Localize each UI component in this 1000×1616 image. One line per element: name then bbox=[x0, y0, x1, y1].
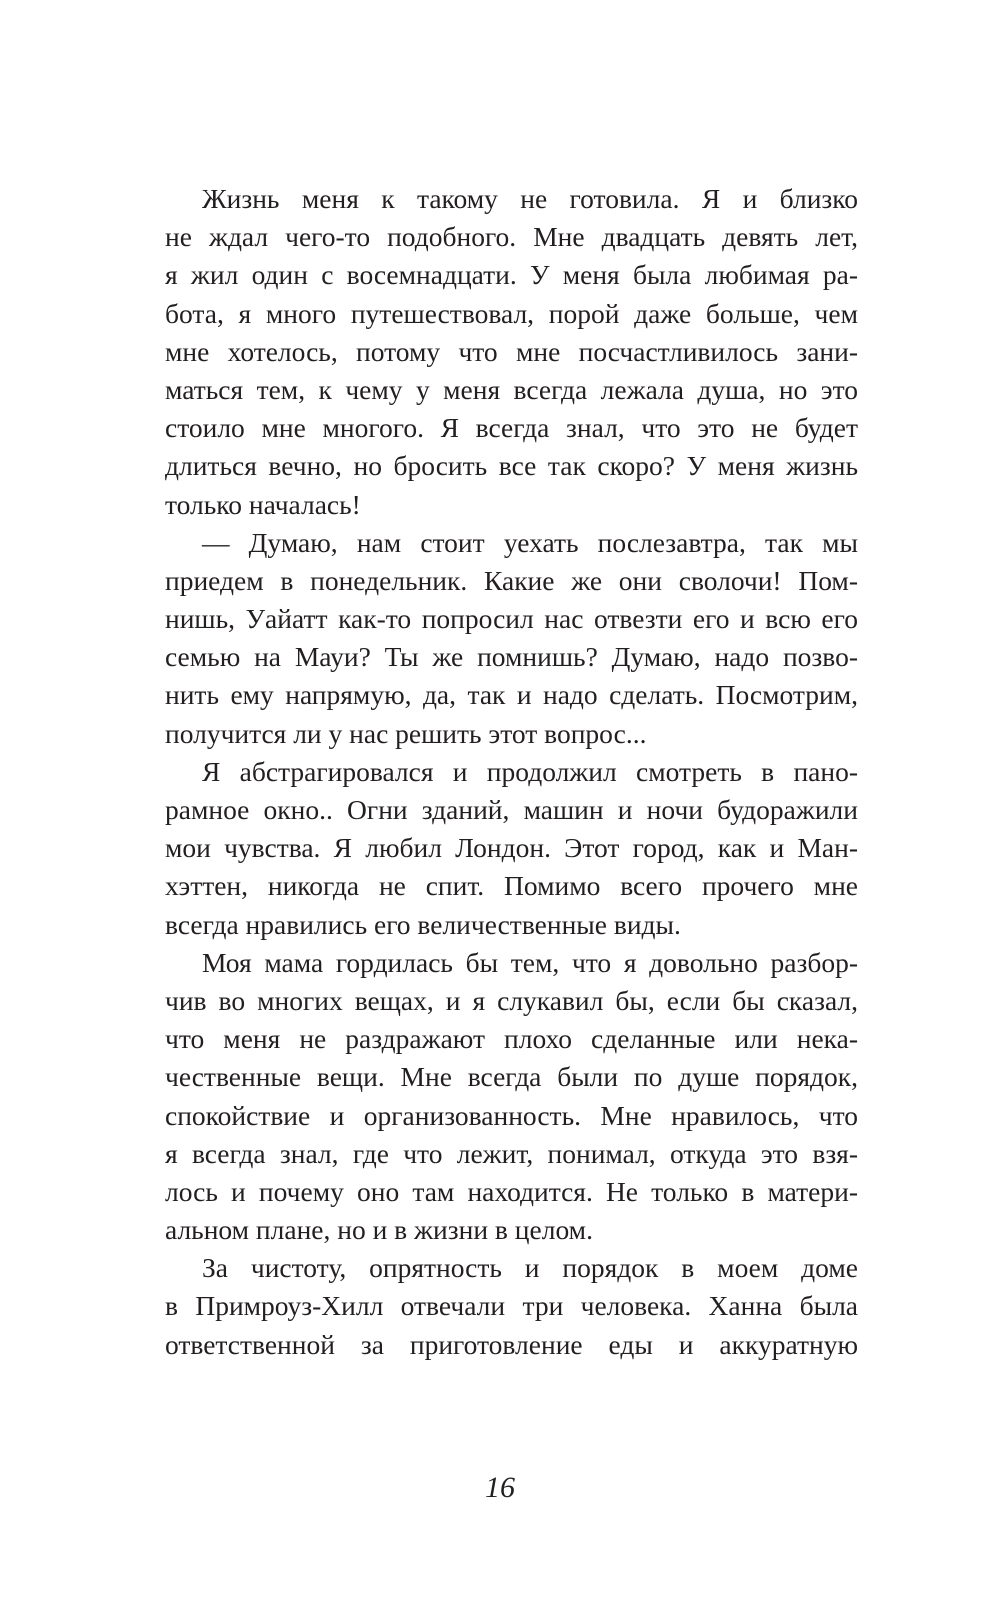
text-line: рамное окно.. Огни зданий, машин и ночи будоражили bbox=[165, 794, 858, 825]
text-line: я жил один с восемнадцати. У меня была любимая ра- bbox=[165, 259, 858, 291]
text-line: чественные вещи. Мне всегда были по душе порядок, bbox=[165, 1061, 858, 1093]
text-line: получится ли у нас решить этот вопрос... bbox=[165, 717, 647, 749]
text-line: нишь, Уайатт как-то попросил нас отвезти его и всю его bbox=[165, 603, 858, 635]
text-line: чив во многих вещах, и я слукавил бы, если бы сказал, bbox=[165, 984, 858, 1016]
text-line: лось и почему оно там находится. Не только в матери- bbox=[165, 1175, 858, 1207]
text-line: я всегда знал, где что лежит, понимал, откуда это взя- bbox=[165, 1137, 858, 1169]
text-line: длиться вечно, но бросить все так скоро? У меня жизнь bbox=[165, 450, 858, 482]
text-line: альном плане, но и в жизни в целом. bbox=[165, 1214, 593, 1246]
text-line: что меня не раздражают плохо сделанные или нека- bbox=[165, 1023, 858, 1055]
text-line: ответственной за приготовление еды и аккуратную bbox=[165, 1328, 858, 1360]
page-number: 16 bbox=[485, 1471, 515, 1504]
text-line: маться тем, к чему у меня всегда лежала душа, но это bbox=[165, 373, 858, 405]
text-line: мои чувства. Я любил Лондон. Этот город, как и Ман- bbox=[165, 832, 858, 864]
text-line: Я абстрагировался и продолжил смотреть в пано- bbox=[202, 755, 858, 787]
text-line: Жизнь меня к такому не готовила. Я и близко bbox=[202, 183, 858, 214]
text-line: не ждал чего-то подобного. Мне двадцать девять лет, bbox=[165, 221, 858, 253]
text-line: хэттен, никогда не спит. Помимо всего прочего мне bbox=[165, 870, 858, 902]
text-line: приедем в понедельник. Какие же они сволочи! Пом- bbox=[165, 564, 858, 596]
text-line: — Думаю, нам стоит уехать послезавтра, так мы bbox=[202, 526, 858, 558]
text-line: стоило мне многого. Я всегда знал, что это не будет bbox=[165, 412, 858, 444]
body-text bbox=[165, 180, 858, 1364]
text-line: только началась! bbox=[165, 488, 361, 520]
text-line: нить ему напрямую, да, так и надо сделать. Посмотрим, bbox=[165, 679, 858, 711]
text-line: мне хотелось, потому что мне посчастливилось зани- bbox=[165, 335, 858, 367]
text-line: Моя мама гордилась бы тем, что я довольно разбор- bbox=[202, 946, 858, 978]
text-line: бота, я много путешествовал, порой даже больше, чем bbox=[165, 297, 858, 329]
text-line: всегда нравились его величественные виды. bbox=[165, 908, 681, 940]
text-line: За чистоту, опрятность и порядок в моем доме bbox=[202, 1252, 858, 1284]
text-line: в Примроуз-Хилл отвечали три человека. Ханна была bbox=[165, 1290, 858, 1322]
text-line: семью на Мауи? Ты же помнишь? Думаю, надо позво- bbox=[165, 641, 858, 673]
text-line: спокойствие и организованность. Мне нравилось, что bbox=[165, 1099, 858, 1131]
